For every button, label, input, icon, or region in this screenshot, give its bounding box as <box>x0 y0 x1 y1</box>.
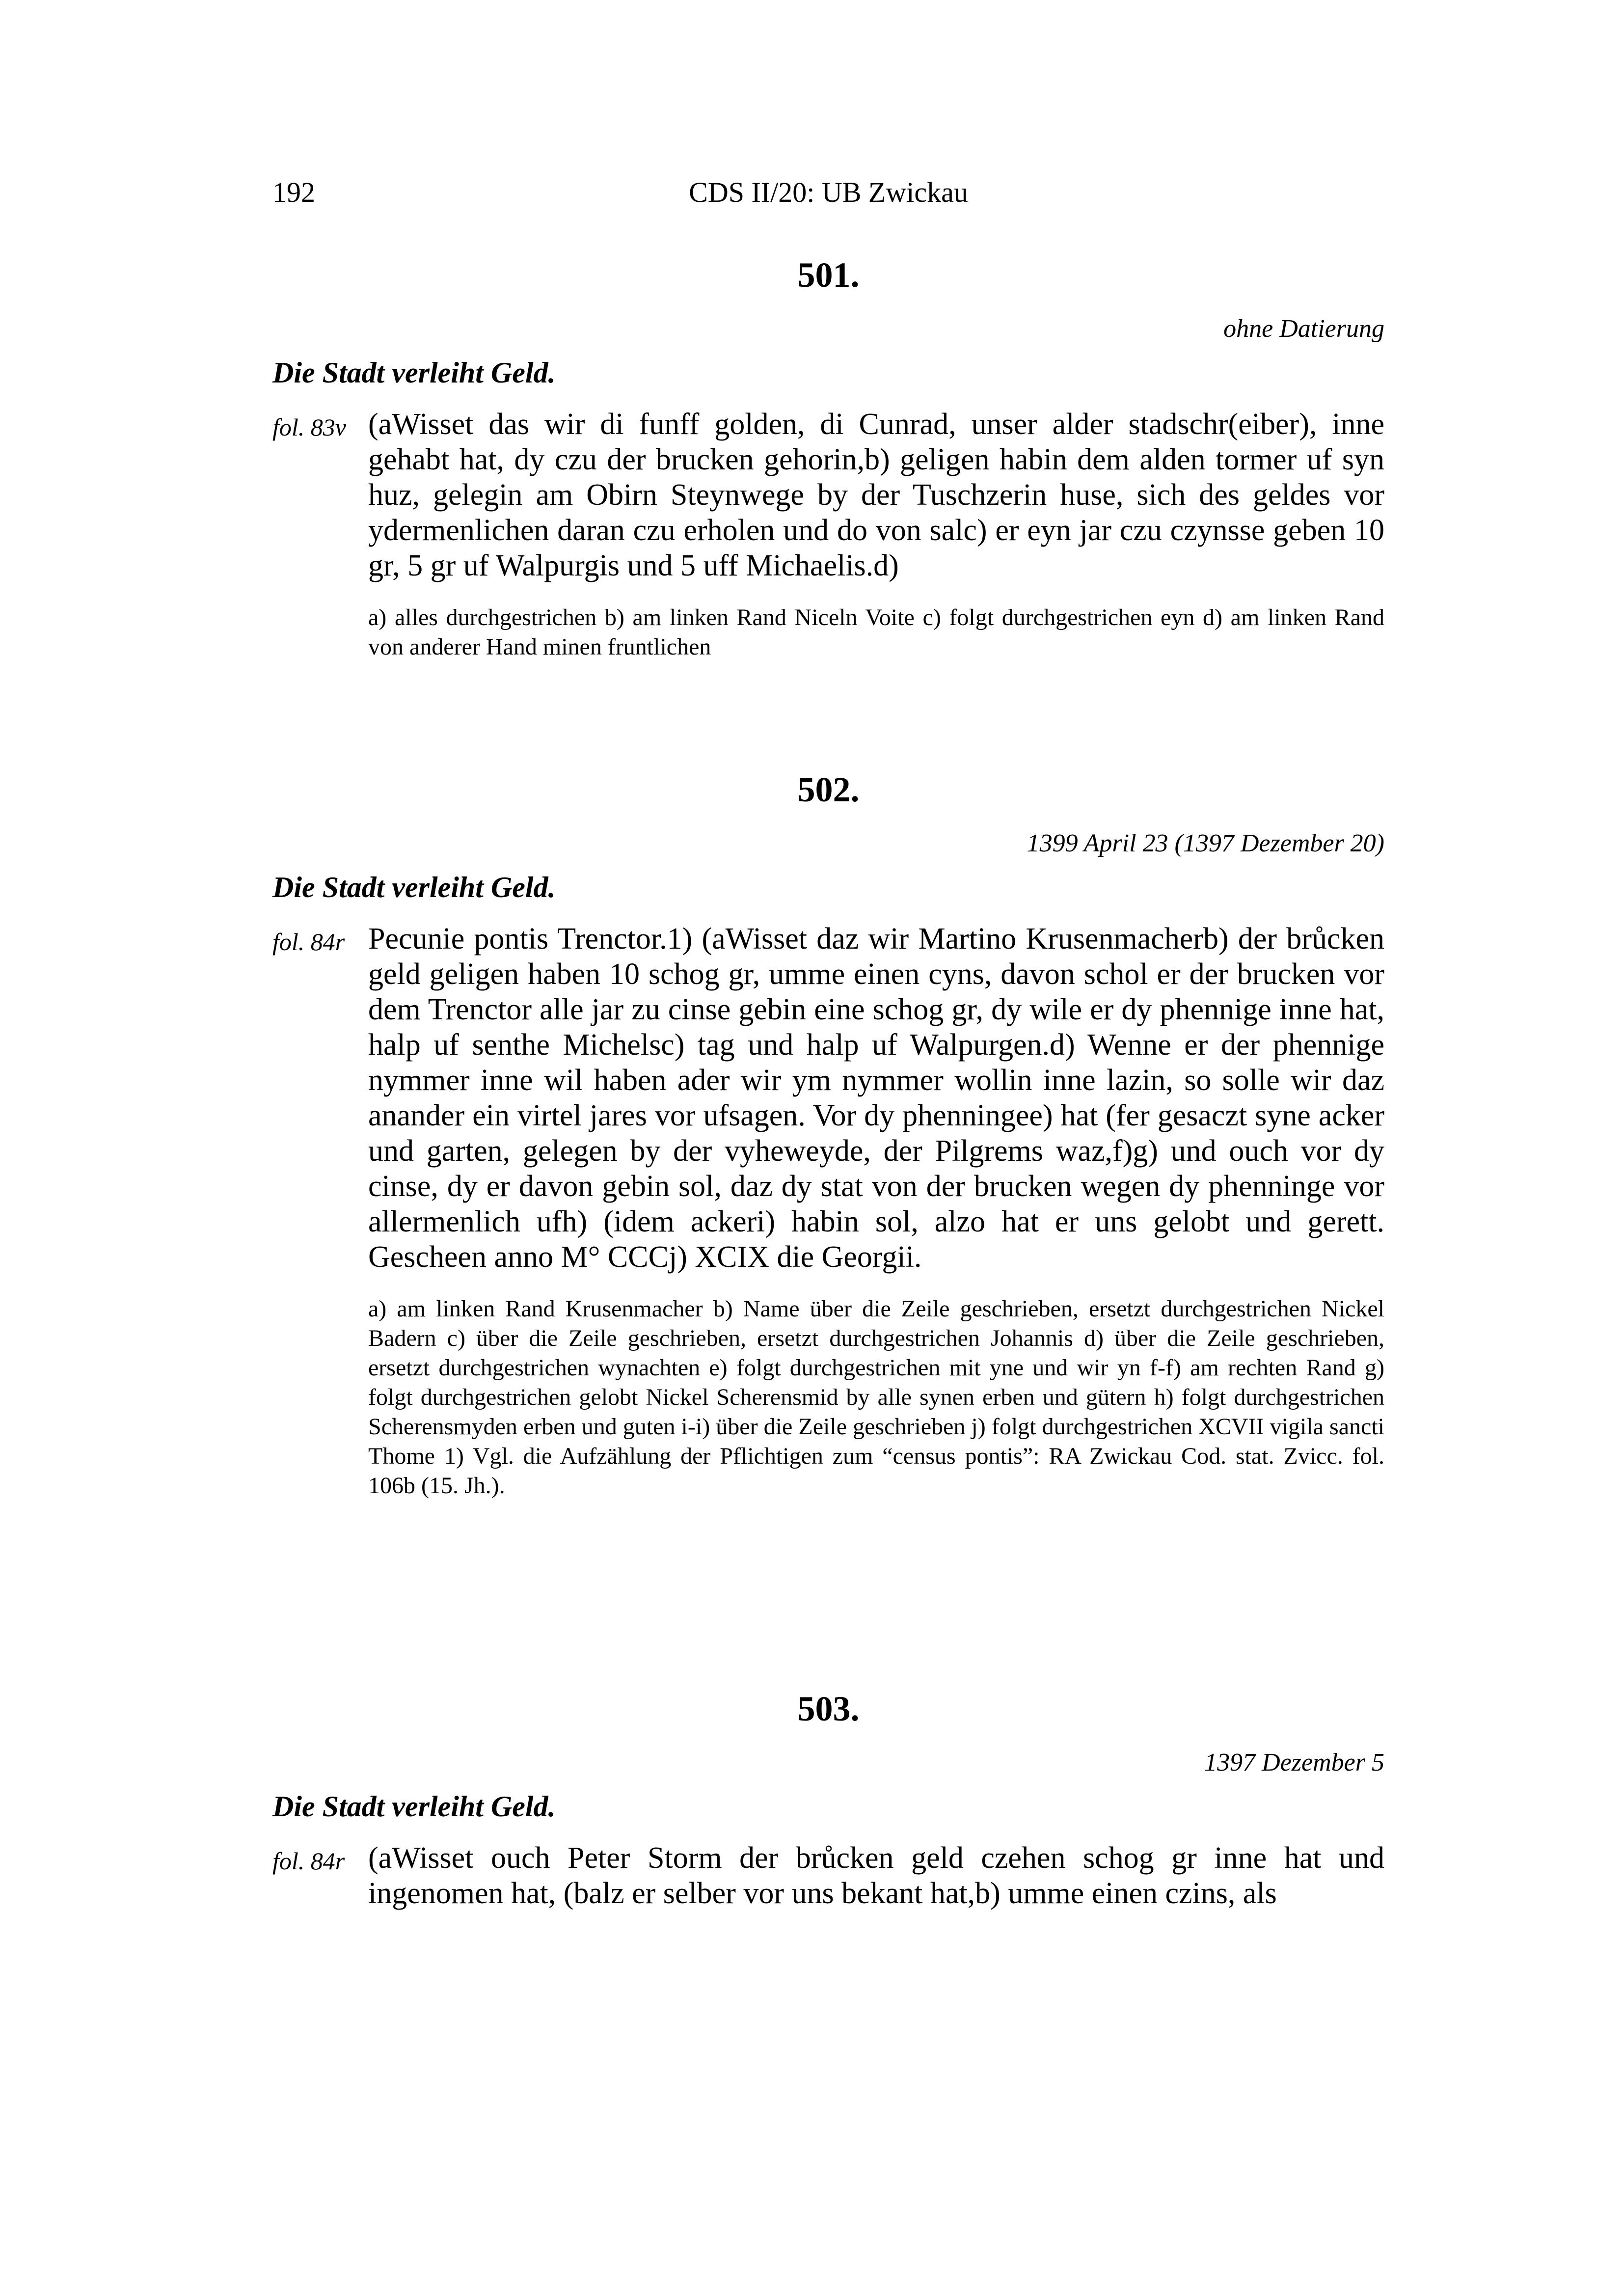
entry-text <box>368 1840 1384 1911</box>
page-number: 192 <box>272 176 315 208</box>
entry-503 <box>272 1689 1384 1911</box>
entry-title: Die Stadt verleiht Geld. <box>272 356 556 389</box>
entry-title: Die Stadt verleiht Geld. <box>272 1790 556 1823</box>
entry-number: 501. <box>797 255 860 295</box>
entry-body <box>272 407 1384 583</box>
entry-body <box>272 1840 1384 1911</box>
entry-footnotes <box>368 1294 1384 1501</box>
entry-501 <box>272 255 1384 662</box>
entry-date: 1399 April 23 (1397 Dezember 20) <box>1027 829 1384 857</box>
entry-body <box>272 921 1384 1275</box>
folio-reference: fol. 84r <box>272 1847 345 1875</box>
entry-text-content: Pecunie pontis Trenctor.1) (aWisset daz wir Martino Krusenmacherb) der brůcken geld geligen haben 10 schog gr, umme einen cyns, davon schol er der brucken vor dem Trenctor alle jar zu cinse gebin eine schog gr, dy wile er dy phennige inne hat, halp uf senthe Michelsc) tag und halp uf Walpurgen.d) Wenne er der phennige nymmer inne wil haben ader wir ym nymmer wollin inne lazin, so solle wir daz anander ein virtel jares vor ufsagen. Vor dy phenningee) hat (fer gesaczt syne acker und garten, gelegen by der vyheweyde, der Pilgrems waz,f)g) und ouch vor dy cinse, dy er davon gebin sol, daz dy stat von der brucken wegen dy phenninge vor allermenlich ufh) (idem ackeri) habin sol, alzo hat er uns gelobt und gerett. Gescheen anno M° CCCj) XCIX die Georgii. <box>368 922 1384 1274</box>
entry-text-content: (aWisset das wir di funff golden, di Cunrad, unser alder stadschr(eiber), inne gehabt hat, dy czu der brucken gehorin,b) geligen habin dem alden tormer uf syn huz, gelegin am Obirn Steynwege by der Tuschzerin huse, sich des geldes vor ydermenlichen daran czu erholen und do von salc) er eyn jar czu czynsse geben 10 gr, 5 gr uf Walpurgis und 5 uff Michaelis.d) <box>368 408 1384 582</box>
entry-date: 1397 Dezember 5 <box>1204 1749 1384 1777</box>
entry-date: ohne Datierung <box>1223 315 1384 343</box>
entry-footnotes <box>368 603 1384 662</box>
entry-502 <box>272 770 1384 1501</box>
entry-title: Die Stadt verleiht Geld. <box>272 871 556 903</box>
entry-notes-content: a) alles durchgestrichen b) am linken Rand Niceln Voite c) folgt durchgestrichen eyn d) am linken Rand von anderer Hand minen fruntlichen <box>368 604 1384 660</box>
entry-notes-content: a) am linken Rand Krusenmacher b) Name über die Zeile geschrieben, ersetzt durchgestrichen Nickel Badern c) über die Zeile geschrieben, ersetzt durchgestrichen Johannis d) über die Zeile geschrieben, ersetzt durchgestrichen wynachten e) folgt durchgestrichen mit yne und wir yn f-f) am rechten Rand g) folgt durchgestrichen gelobt Nickel Scherensmid by alle synen erben und gütern h) folgt durchgestrichen Scherensmyden erben und guten i-i) über die Zeile geschrieben j) folgt durchgestrichen XCVII vigila sancti Thome 1) Vgl. die Aufzählung der Pflichtigen zum “census pontis”: RA Zwickau Cod. stat. Zvicc. fol. 106b (15. Jh.). <box>368 1296 1384 1499</box>
entry-number: 502. <box>797 770 860 809</box>
entry-text-content: (aWisset ouch Peter Storm der brůcken geld czehen schog gr inne hat und ingenomen hat, (balz er selber vor uns bekant hat,b) umme einen czins, als <box>368 1841 1384 1910</box>
folio-reference: fol. 84r <box>272 928 345 956</box>
entry-text <box>368 407 1384 583</box>
running-header <box>272 176 1384 210</box>
folio-reference: fol. 83v <box>272 413 346 441</box>
entry-number: 503. <box>797 1689 860 1728</box>
running-title: CDS II/20: UB Zwickau <box>689 176 968 208</box>
entry-text <box>368 921 1384 1275</box>
